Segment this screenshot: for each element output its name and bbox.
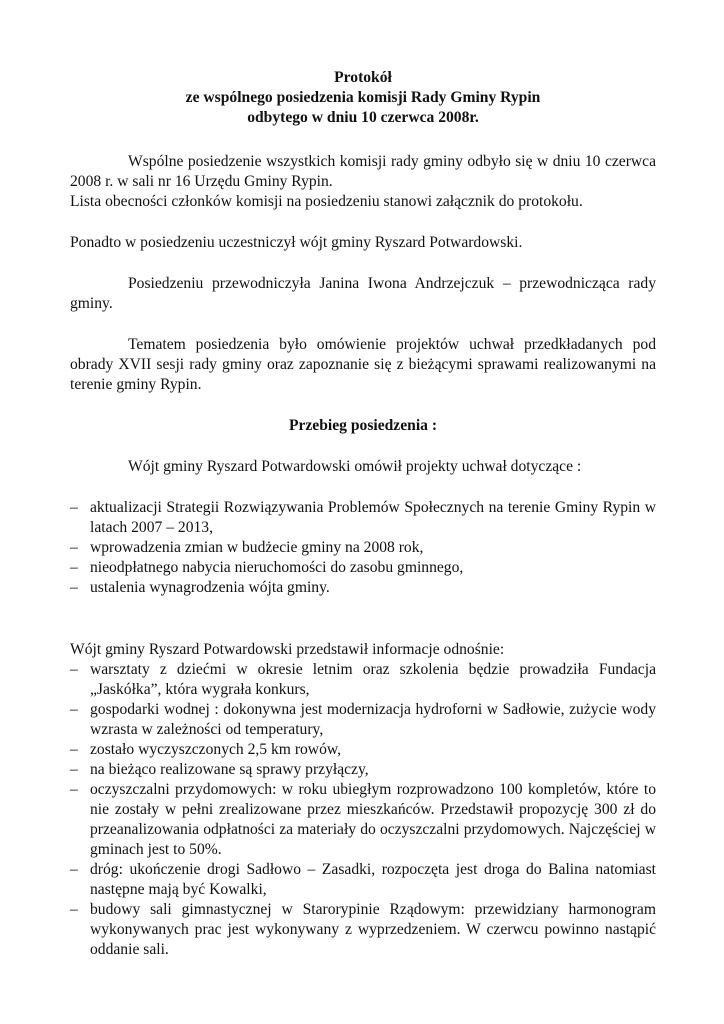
list-item: – aktualizacji Strategii Rozwiązywania Problemów Społecznych na terenie Gminy Rypin w latach 2007 – 2013,: [70, 498, 656, 538]
list-item: – budowy sali gimnastycznej w Starorypinie Rządowym: przewidziany harmonogram wykonywanych prac jest wykonywany z wyprzedzeniem. W czerwcu powinno nastąpić oddanie sali.: [70, 900, 656, 960]
document-title: [70, 68, 656, 128]
section-lead-1: Wójt gminy Ryszard Potwardowski omówił projekty uchwał dotyczące :: [128, 458, 582, 475]
title-line-3: odbytego w dniu 10 czerwca 2008r.: [247, 109, 479, 126]
list-item: – gospodarki wodnej : dokonywna jest modernizacja hydroforni w Sadłowie, zużycie wody wzrasta w zależności od temperatury,: [70, 700, 656, 740]
list-item: – na bieżąco realizowane są sprawy przyłączy,: [70, 760, 656, 780]
information-list: [70, 660, 656, 960]
intro-paragraph-3: Ponadto w posiedzeniu uczestniczył wójt gminy Ryszard Potwardowski.: [70, 234, 523, 251]
resolutions-list: [70, 498, 656, 598]
title-line-1: Protokół: [334, 69, 392, 86]
intro-paragraph-2: Lista obecności członków komisji na posiedzeniu stanowi załącznik do protokołu.: [70, 193, 583, 210]
section-heading: Przebieg posiedzenia :: [288, 417, 438, 434]
section-lead-2: Wójt gminy Ryszard Potwardowski przedstawił informacje odnośnie:: [70, 641, 505, 658]
list-item: – dróg: ukończenie drogi Sadłowo – Zasadki, rozpoczęta jest droga do Balina natomiast następne mają być Kowalki,: [70, 860, 656, 900]
list-item: – oczyszczalni przydomowych: w roku ubiegłym rozprowadzono 100 kompletów, które to nie zostały w pełni zrealizowane przez mieszkańców. Przedstawił propozycję 300 zł do przeanalizowania odpłatności za materiały do oczyszczalni przydomowych. Najczęściej w gminach jest to 50%.: [70, 780, 656, 860]
intro-paragraph-1: Wspólne posiedzenie wszystkich komisji rady gminy odbyło się w dniu 10 czerwca 2008 r. w sali nr 16 Urzędu Gminy Rypin.: [70, 153, 656, 190]
intro-paragraph-4: Posiedzeniu przewodniczyła Janina Iwona Andrzejczuk – przewodnicząca rady gminy.: [70, 275, 656, 312]
list-item: – nieodpłatnego nabycia nieruchomości do zasobu gminnego,: [70, 558, 656, 578]
title-line-2: ze wspólnego posiedzenia komisji Rady Gminy Rypin: [185, 89, 541, 106]
intro-paragraph-5: Tematem posiedzenia było omówienie projektów uchwał przedkładanych pod obrady XVII sesji rady gminy oraz zapoznanie się z bieżącymi sprawami realizowanymi na terenie gminy Rypin.: [70, 336, 656, 393]
list-item: – warsztaty z dziećmi w okresie letnim oraz szkolenia będzie prowadziła Fundacja „Jaskółka”, która wygrała konkurs,: [70, 660, 656, 700]
list-item: – zostało wyczyszczonych 2,5 km rowów,: [70, 740, 656, 760]
list-item: – ustalenia wynagrodzenia wójta gminy.: [70, 578, 656, 598]
list-item: – wprowadzenia zmian w budżecie gminy na 2008 rok,: [70, 538, 656, 558]
